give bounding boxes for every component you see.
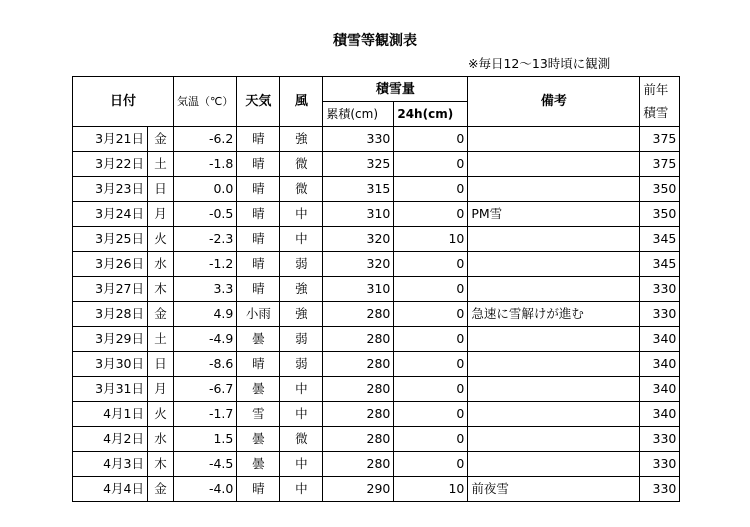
snow-24h-cell: 10 xyxy=(394,227,468,252)
temperature-cell: -4.9 xyxy=(174,327,237,352)
day-of-week-cell: 金 xyxy=(148,127,174,152)
day-of-week-cell: 水 xyxy=(148,427,174,452)
day-of-week-cell: 木 xyxy=(148,277,174,302)
date-cell: 3月27日 xyxy=(73,277,148,302)
weather-cell: 晴 xyxy=(237,177,280,202)
wind-cell: 微 xyxy=(280,152,323,177)
day-of-week-cell: 金 xyxy=(148,477,174,502)
observation-note: ※毎日12～13時頃に観測 xyxy=(468,56,611,71)
wind-cell: 中 xyxy=(280,452,323,477)
remarks-cell xyxy=(468,327,640,352)
table-row xyxy=(73,402,680,427)
table-row xyxy=(73,227,680,252)
cumulative-snow-cell: 310 xyxy=(323,277,394,302)
header-remarks: 備考 xyxy=(468,77,640,127)
previous-year-snow-cell: 350 xyxy=(640,202,680,227)
date-cell: 3月24日 xyxy=(73,202,148,227)
snow-24h-cell: 10 xyxy=(394,477,468,502)
remarks-cell xyxy=(468,427,640,452)
cumulative-snow-cell: 320 xyxy=(323,227,394,252)
weather-cell: 雪 xyxy=(237,402,280,427)
wind-cell: 中 xyxy=(280,402,323,427)
date-cell: 4月3日 xyxy=(73,452,148,477)
temperature-cell: -6.7 xyxy=(174,377,237,402)
cumulative-snow-cell: 280 xyxy=(323,452,394,477)
cumulative-snow-cell: 280 xyxy=(323,377,394,402)
date-cell: 3月30日 xyxy=(73,352,148,377)
weather-cell: 晴 xyxy=(237,202,280,227)
date-cell: 3月23日 xyxy=(73,177,148,202)
table-row xyxy=(73,277,680,302)
weather-cell: 晴 xyxy=(237,152,280,177)
remarks-cell xyxy=(468,152,640,177)
wind-cell: 強 xyxy=(280,277,323,302)
day-of-week-cell: 日 xyxy=(148,177,174,202)
remarks-cell: 急速に雪解けが進む xyxy=(468,302,640,327)
snow-observation-table xyxy=(72,76,680,502)
temperature-cell: -0.5 xyxy=(174,202,237,227)
table-row xyxy=(73,452,680,477)
cumulative-snow-cell: 320 xyxy=(323,252,394,277)
previous-year-snow-cell: 345 xyxy=(640,252,680,277)
weather-cell: 曇 xyxy=(237,427,280,452)
day-of-week-cell: 木 xyxy=(148,452,174,477)
table-row xyxy=(73,477,680,502)
day-of-week-cell: 火 xyxy=(148,402,174,427)
previous-year-snow-cell: 340 xyxy=(640,352,680,377)
wind-cell: 中 xyxy=(280,477,323,502)
previous-year-snow-cell: 350 xyxy=(640,177,680,202)
cumulative-snow-cell: 290 xyxy=(323,477,394,502)
table-row xyxy=(73,127,680,152)
cumulative-snow-cell: 330 xyxy=(323,127,394,152)
header-wind: 風 xyxy=(280,77,323,127)
date-cell: 3月31日 xyxy=(73,377,148,402)
temperature-cell: -4.5 xyxy=(174,452,237,477)
header-24h: 24h(cm) xyxy=(394,102,468,127)
temperature-cell: -6.2 xyxy=(174,127,237,152)
header-cumulative: 累積(cm) xyxy=(323,102,394,127)
table-row xyxy=(73,252,680,277)
date-cell: 4月1日 xyxy=(73,402,148,427)
table-row xyxy=(73,427,680,452)
previous-year-snow-cell: 340 xyxy=(640,377,680,402)
day-of-week-cell: 月 xyxy=(148,202,174,227)
header-snow-amount: 積雪量 xyxy=(323,77,468,102)
temperature-cell: 0.0 xyxy=(174,177,237,202)
remarks-cell xyxy=(468,402,640,427)
previous-year-snow-cell: 330 xyxy=(640,477,680,502)
remarks-cell xyxy=(468,177,640,202)
snow-24h-cell: 0 xyxy=(394,177,468,202)
date-cell: 3月26日 xyxy=(73,252,148,277)
weather-cell: 晴 xyxy=(237,127,280,152)
date-cell: 3月29日 xyxy=(73,327,148,352)
snow-24h-cell: 0 xyxy=(394,277,468,302)
day-of-week-cell: 土 xyxy=(148,327,174,352)
header-temperature: 気温（℃） xyxy=(174,77,237,127)
table-row xyxy=(73,352,680,377)
weather-cell: 晴 xyxy=(237,277,280,302)
weather-cell: 曇 xyxy=(237,377,280,402)
temperature-cell: 3.3 xyxy=(174,277,237,302)
date-cell: 3月22日 xyxy=(73,152,148,177)
day-of-week-cell: 金 xyxy=(148,302,174,327)
cumulative-snow-cell: 325 xyxy=(323,152,394,177)
previous-year-snow-cell: 330 xyxy=(640,452,680,477)
snow-24h-cell: 0 xyxy=(394,127,468,152)
day-of-week-cell: 日 xyxy=(148,352,174,377)
header-weather: 天気 xyxy=(237,77,280,127)
table-row xyxy=(73,177,680,202)
snow-24h-cell: 0 xyxy=(394,402,468,427)
temperature-cell: -4.0 xyxy=(174,477,237,502)
temperature-cell: 4.9 xyxy=(174,302,237,327)
remarks-cell: 前夜雪 xyxy=(468,477,640,502)
temperature-cell: -1.2 xyxy=(174,252,237,277)
wind-cell: 弱 xyxy=(280,352,323,377)
previous-year-snow-cell: 330 xyxy=(640,427,680,452)
wind-cell: 中 xyxy=(280,227,323,252)
temperature-cell: 1.5 xyxy=(174,427,237,452)
snow-24h-cell: 0 xyxy=(394,377,468,402)
snow-24h-cell: 0 xyxy=(394,427,468,452)
wind-cell: 中 xyxy=(280,377,323,402)
table-row xyxy=(73,202,680,227)
remarks-cell xyxy=(468,227,640,252)
snow-24h-cell: 0 xyxy=(394,152,468,177)
wind-cell: 強 xyxy=(280,302,323,327)
weather-cell: 曇 xyxy=(237,452,280,477)
table-row xyxy=(73,377,680,402)
day-of-week-cell: 火 xyxy=(148,227,174,252)
day-of-week-cell: 土 xyxy=(148,152,174,177)
previous-year-snow-cell: 330 xyxy=(640,277,680,302)
date-cell: 3月25日 xyxy=(73,227,148,252)
remarks-cell xyxy=(468,277,640,302)
cumulative-snow-cell: 315 xyxy=(323,177,394,202)
weather-cell: 晴 xyxy=(237,252,280,277)
header-previous-year xyxy=(640,77,680,127)
previous-year-snow-cell: 340 xyxy=(640,402,680,427)
snow-24h-cell: 0 xyxy=(394,302,468,327)
remarks-cell xyxy=(468,252,640,277)
weather-cell: 晴 xyxy=(237,477,280,502)
header-previous-year-top: 前年 xyxy=(643,82,669,97)
remarks-cell xyxy=(468,452,640,477)
temperature-cell: -1.8 xyxy=(174,152,237,177)
previous-year-snow-cell: 375 xyxy=(640,127,680,152)
weather-cell: 晴 xyxy=(237,352,280,377)
header-date: 日付 xyxy=(73,77,174,127)
snow-24h-cell: 0 xyxy=(394,352,468,377)
remarks-cell: PM雪 xyxy=(468,202,640,227)
date-cell: 3月28日 xyxy=(73,302,148,327)
date-cell: 4月2日 xyxy=(73,427,148,452)
weather-cell: 曇 xyxy=(237,327,280,352)
wind-cell: 強 xyxy=(280,127,323,152)
wind-cell: 微 xyxy=(280,177,323,202)
table-row xyxy=(73,327,680,352)
temperature-cell: -1.7 xyxy=(174,402,237,427)
date-cell: 3月21日 xyxy=(73,127,148,152)
wind-cell: 弱 xyxy=(280,327,323,352)
page-title: 積雪等観測表 xyxy=(333,33,417,49)
day-of-week-cell: 月 xyxy=(148,377,174,402)
snow-24h-cell: 0 xyxy=(394,452,468,477)
weather-cell: 小雨 xyxy=(237,302,280,327)
previous-year-snow-cell: 330 xyxy=(640,302,680,327)
wind-cell: 弱 xyxy=(280,252,323,277)
weather-cell: 晴 xyxy=(237,227,280,252)
previous-year-snow-cell: 340 xyxy=(640,327,680,352)
date-cell: 4月4日 xyxy=(73,477,148,502)
snow-24h-cell: 0 xyxy=(394,202,468,227)
cumulative-snow-cell: 310 xyxy=(323,202,394,227)
cumulative-snow-cell: 280 xyxy=(323,402,394,427)
wind-cell: 微 xyxy=(280,427,323,452)
temperature-cell: -2.3 xyxy=(174,227,237,252)
cumulative-snow-cell: 280 xyxy=(323,427,394,452)
snow-24h-cell: 0 xyxy=(394,327,468,352)
header-previous-year-bottom: 積雪 xyxy=(643,104,669,120)
cumulative-snow-cell: 280 xyxy=(323,352,394,377)
cumulative-snow-cell: 280 xyxy=(323,327,394,352)
previous-year-snow-cell: 345 xyxy=(640,227,680,252)
wind-cell: 中 xyxy=(280,202,323,227)
previous-year-snow-cell: 375 xyxy=(640,152,680,177)
table-row xyxy=(73,302,680,327)
remarks-cell xyxy=(468,127,640,152)
remarks-cell xyxy=(468,352,640,377)
temperature-cell: -8.6 xyxy=(174,352,237,377)
cumulative-snow-cell: 280 xyxy=(323,302,394,327)
snow-24h-cell: 0 xyxy=(394,252,468,277)
day-of-week-cell: 水 xyxy=(148,252,174,277)
table-row xyxy=(73,152,680,177)
remarks-cell xyxy=(468,377,640,402)
